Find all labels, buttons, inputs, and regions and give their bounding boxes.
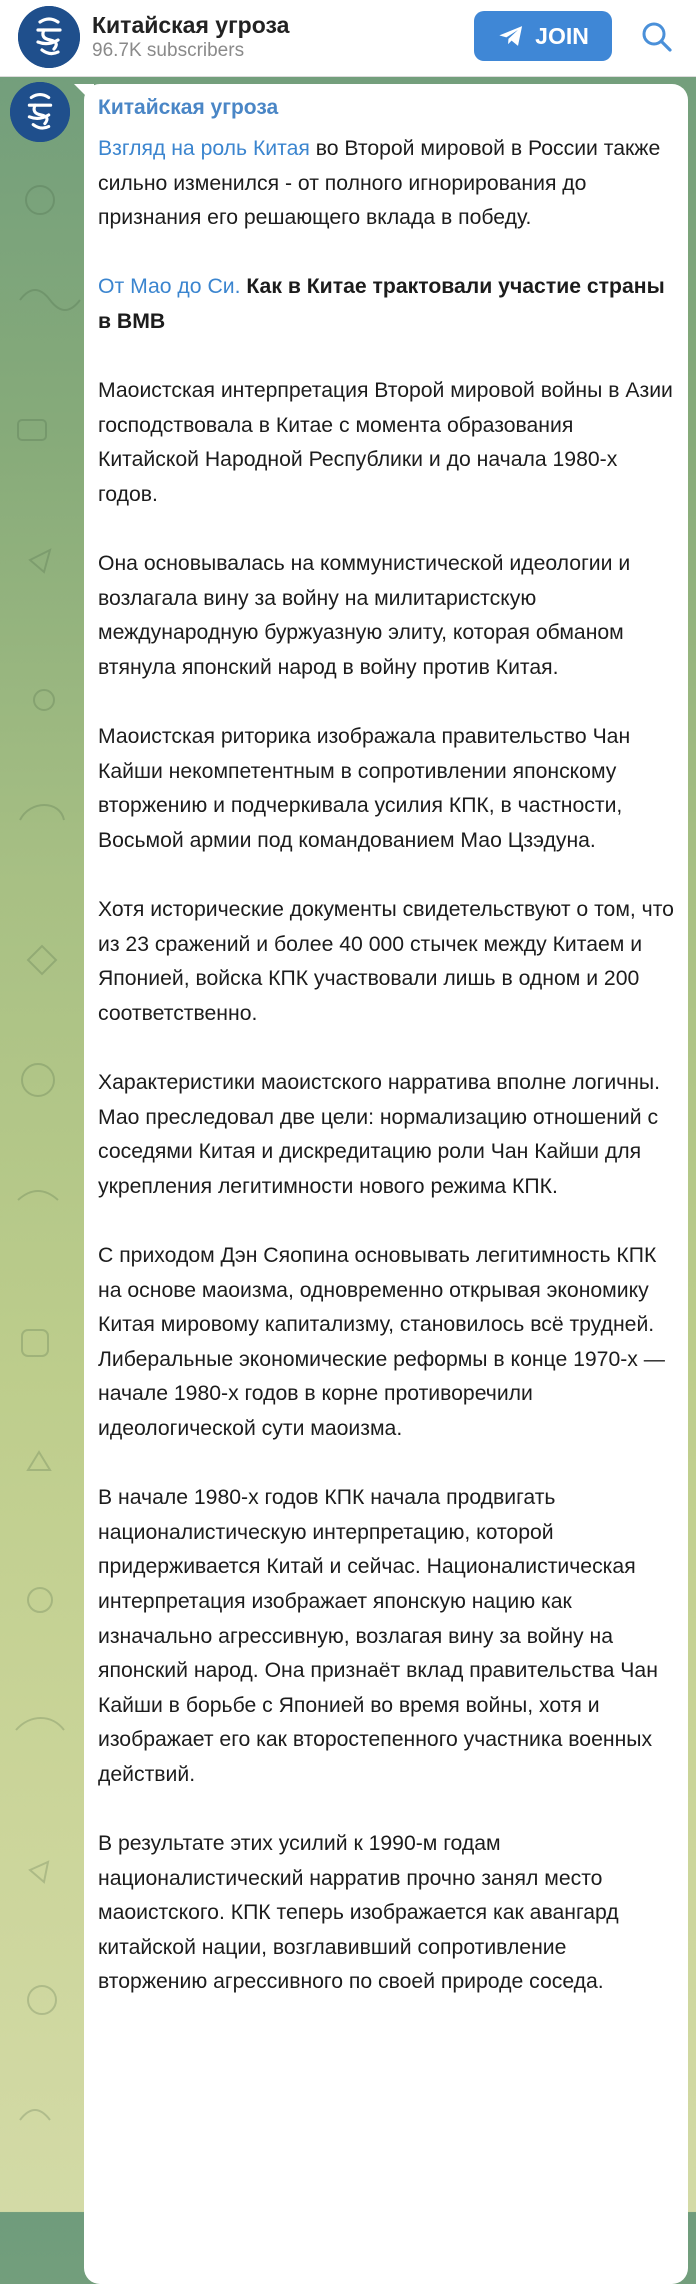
paragraph-9: В начале 1980-х годов КПК начала продвигать националистическую интерпретацию, которой придерживается Китай и сейчас. Националистическая интерпретация изображает японскую нацию как изначально агрессивную, возлагая вину за войну на японский народ. Она признаёт вклад правительства Чан Кайши в борьбе с Японией во время войны, хотя и изображает его как второстепенного участника военных действий. xyxy=(98,1486,658,1786)
channel-logo-icon xyxy=(18,6,80,68)
paragraph-4: Она основывалась на коммунистической идеологии и возлагала вину за войну на милитаристскую международную буржуазную элиту, которая обманом втянула японский народ в войну против Китая. xyxy=(98,552,631,679)
paragraph-6: Хотя исторические документы свидетельствуют о том, что из 23 сражений и более 40 000 стычек между Китаем и Японией, войска КПК участвовали лишь в одном и 200 соответственно. xyxy=(98,898,674,1025)
channel-avatar[interactable] xyxy=(18,6,80,68)
channel-title[interactable]: Китайская угроза xyxy=(92,12,290,38)
post-author-avatar[interactable] xyxy=(10,82,70,142)
join-label: JOIN xyxy=(535,22,589,49)
paragraph-1-text: во Второй мировой в России также сильно изменился - от полного игнорирования до признания его решающего вклада в победу. xyxy=(98,137,661,230)
paragraph-1 xyxy=(98,132,674,236)
search-icon xyxy=(640,20,674,54)
search-button[interactable] xyxy=(640,20,674,54)
inline-link-mao-to-xi[interactable]: От Мао до Си. xyxy=(98,275,241,299)
paragraph-3: Маоистская интерпретация Второй мировой войны в Азии господствовала в Китае с момента образования Китайской Народной Республики и до начала 1980-х годов. xyxy=(98,379,673,506)
paragraph-2 xyxy=(98,270,674,339)
post-author-name[interactable]: Китайская угроза xyxy=(98,96,279,119)
paragraph-5: Маоистская риторика изображала правительство Чан Кайши некомпетентным в сопротивлении японскому вторжению и подчеркивала усилия КПК, в частности, Восьмой армии под командованием Мао Цзэдуна. xyxy=(98,725,631,852)
subscriber-count: 96.7K subscribers xyxy=(92,40,245,61)
inline-link-china-role[interactable]: Взгляд на роль Китая xyxy=(98,137,310,160)
telegram-plane-icon xyxy=(497,22,525,50)
section-heading: Как в Китае трактовали участие страны в ВМВ xyxy=(98,275,665,333)
channel-header xyxy=(0,0,696,77)
channel-logo-icon xyxy=(10,82,70,142)
join-button[interactable] xyxy=(474,11,612,61)
post-text xyxy=(98,132,674,2035)
paragraph-10: В результате этих усилий к 1990-м годам националистический нарратив прочно занял место маоистского. КПК теперь изображается как авангард китайской нации, возглавивший сопротивление вторжению агрессивного по своей природе соседа. xyxy=(98,1832,619,1994)
paragraph-8: С приходом Дэн Сяопина основывать легитимность КПК на основе маоизма, одновременно открывая экономику Китая мировому капитализму, становилось всё трудней. Либеральные экономические реформы в конце 1970-х — начале 1980-х годов в корне противоречили идеологической сути маоизма. xyxy=(98,1244,665,1440)
paragraph-7: Характеристики маоистского нарратива вполне логичны. Мао преследовал две цели: нормализацию отношений с соседями Китая и дискредитацию роли Чан Кайши для укрепления легитимности нового режима КПК. xyxy=(98,1071,661,1198)
